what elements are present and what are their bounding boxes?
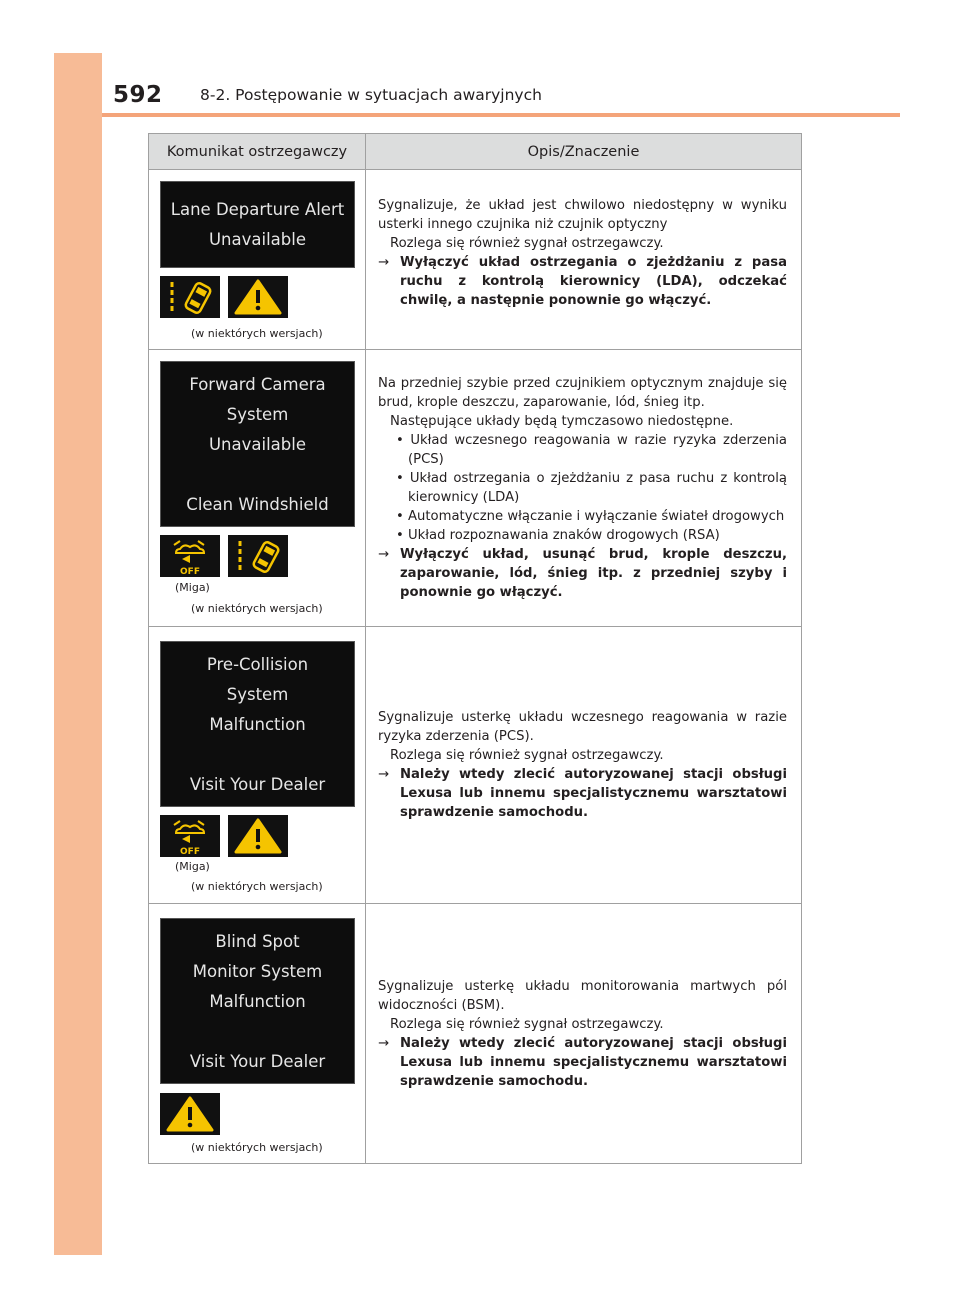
display-line: Visit Your Dealer xyxy=(189,775,326,794)
table-header-row xyxy=(149,134,802,170)
bullet-icon: • xyxy=(396,528,404,543)
description-text: Sygnalizuje usterkę układu wczesnego reagowania w razie ryzyka zderzenia (PCS). xyxy=(378,710,787,744)
header-rule xyxy=(102,113,900,117)
version-note: (w niektórych wersjach) xyxy=(191,1141,323,1154)
action-text: → Należy wtedy zlecić autoryzowanej stacji obsługi Lexusa lub innemu specjalistycznemu warsztatowi sprawdzenie samochodu. xyxy=(378,1035,787,1089)
note-text: Rozlega się również sygnał ostrzegawczy. xyxy=(390,748,664,763)
arrow-icon: → xyxy=(378,767,390,782)
message-cell xyxy=(149,904,366,1164)
version-note: (w niektórych wersjach) xyxy=(191,602,323,615)
description-text: Na przedniej szybie przed czujnikiem optycznym znajduje się brud, krople deszczu, zaparowanie, lód, śnieg itp. xyxy=(378,376,787,410)
warning-triangle-icon xyxy=(228,276,288,318)
table-row xyxy=(149,904,802,1164)
table-row xyxy=(149,170,802,350)
display-line: Clean Windshield xyxy=(186,495,329,514)
display-line: Unavailable xyxy=(208,435,306,454)
warning-triangle-icon xyxy=(160,1093,220,1135)
svg-text:OFF: OFF xyxy=(180,567,200,577)
note-text: Rozlega się również sygnał ostrzegawczy. xyxy=(390,1016,664,1032)
display-line: Malfunction xyxy=(209,992,306,1011)
display-line: System xyxy=(226,685,289,704)
arrow-icon: → xyxy=(378,254,390,270)
display-line: Malfunction xyxy=(209,715,306,734)
description-text: Sygnalizuje, że układ jest chwilowo niedostępny w wyniku usterki innego czujnika niż czujnik optyczny xyxy=(378,197,787,232)
description-cell xyxy=(366,350,802,627)
page-number: 592 xyxy=(113,82,163,108)
table-row xyxy=(149,627,802,904)
pcs-off-icon xyxy=(160,535,220,577)
display-line: Forward Camera xyxy=(189,375,326,394)
display-line: Visit Your Dealer xyxy=(189,1052,326,1071)
table-row xyxy=(149,350,802,627)
version-note: (w niektórych wersjach) xyxy=(191,880,323,893)
display-line: Lane Departure Alert xyxy=(170,200,345,219)
display-line: System xyxy=(226,405,289,424)
bullet-icon: • xyxy=(396,509,404,524)
section-title: 8-2. Postępowanie w sytuacjach awaryjnych xyxy=(200,86,542,104)
bullet-icon: • xyxy=(396,471,404,486)
pcs-off-icon xyxy=(160,815,220,857)
blink-note: (Miga) xyxy=(175,581,210,594)
warning-display xyxy=(160,361,355,527)
display-line: Blind Spot xyxy=(215,932,300,951)
arrow-icon: → xyxy=(378,1035,390,1051)
list-item: • Układ ostrzegania o zjeżdżaniu z pasa ruchu z kontrolą kierownicy (LDA) xyxy=(396,471,787,505)
col-header-description: Opis/Znaczenie xyxy=(366,134,802,170)
action-text: → Wyłączyć układ ostrzegania o zjeżdżaniu z pasa ruchu z kontrolą kierownicy (LDA), odczekać chwilę, a następnie ponownie go włączyć. xyxy=(378,254,787,308)
display-line: Pre-Collision xyxy=(206,655,309,674)
list-item: • Układ wczesnego reagowania w razie ryzyka zderzenia (PCS) xyxy=(396,433,788,467)
arrow-icon: → xyxy=(378,547,390,562)
description-cell xyxy=(366,170,802,350)
action-text: → Należy wtedy zlecić autoryzowanej stacji obsługi Lexusa lub innemu specjalistycznemu warsztatowi sprawdzenie samochodu. xyxy=(378,767,787,820)
list-item: • Układ rozpoznawania znaków drogowych (RSA) xyxy=(396,528,720,543)
description-cell xyxy=(366,627,802,904)
col-header-message: Komunikat ostrzegawczy xyxy=(149,134,366,170)
svg-text:OFF: OFF xyxy=(180,847,200,857)
side-tab-bar xyxy=(54,53,102,1255)
message-cell xyxy=(149,350,366,627)
display-line: Monitor System xyxy=(192,962,323,981)
description-cell xyxy=(366,904,802,1164)
message-cell xyxy=(149,627,366,904)
bullet-icon: • xyxy=(396,433,404,448)
note-text: Następujące układy będą tymczasowo niedostępne. xyxy=(390,414,734,429)
lane-departure-icon xyxy=(228,535,288,577)
list-item: • Automatyczne włączanie i wyłączanie świateł drogowych xyxy=(396,509,785,524)
message-cell xyxy=(149,170,366,350)
display-line: Unavailable xyxy=(208,230,306,249)
warning-display xyxy=(160,918,355,1084)
warning-display xyxy=(160,641,355,807)
warning-triangle-icon xyxy=(228,815,288,857)
version-note: (w niektórych wersjach) xyxy=(191,327,323,340)
description-text: Sygnalizuje usterkę układu monitorowania martwych pól widoczności (BSM). xyxy=(378,978,787,1013)
note-text: Rozlega się również sygnał ostrzegawczy. xyxy=(390,235,664,251)
warning-display xyxy=(160,181,355,268)
blink-note: (Miga) xyxy=(175,860,210,873)
warning-messages-table xyxy=(148,133,802,1164)
action-text: → Wyłączyć układ, usunąć brud, krople deszczu, zaparowanie, lód, śnieg itp. z przedniej szyby i ponownie go włączyć. xyxy=(378,547,787,600)
lane-departure-icon xyxy=(160,276,220,318)
